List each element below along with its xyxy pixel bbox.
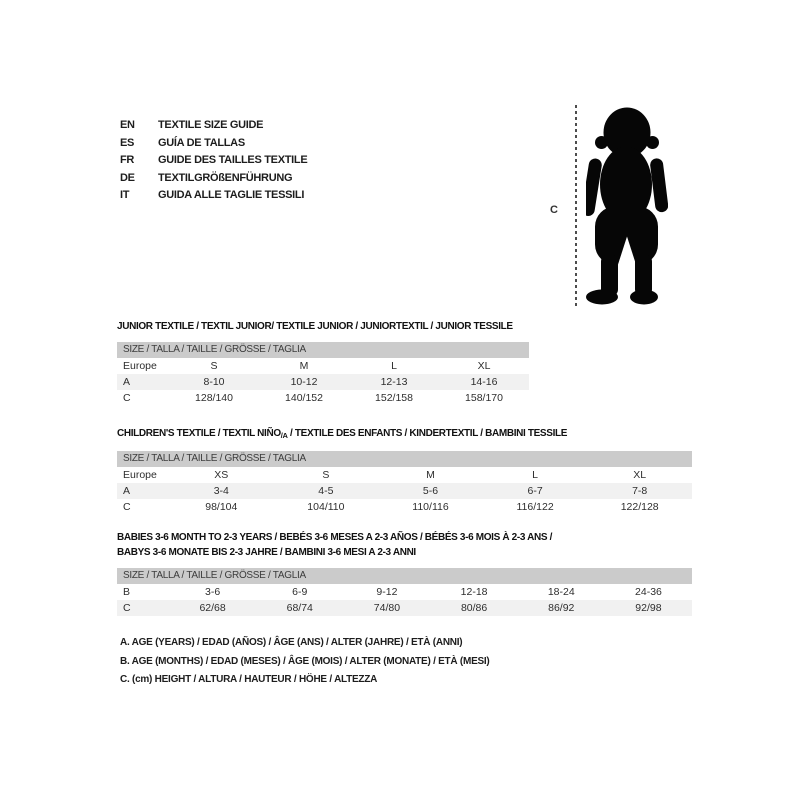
table-title-line bbox=[117, 426, 692, 443]
size-cell: 24-36 bbox=[635, 586, 662, 598]
language-row-es bbox=[120, 135, 307, 153]
row-label: A bbox=[123, 485, 131, 497]
footnote-line-b: B. AGE (MONTHS) / EDAD (MESES) / ÂGE (MOIS) / ALTER (MONATE) / ETÀ (MESI) bbox=[120, 655, 490, 667]
size-cell: 18-24 bbox=[547, 586, 575, 598]
table-row-c bbox=[117, 600, 692, 616]
footnote-line-c: C. (cm) HEIGHT / ALTURA / HAUTEUR / HÖHE / ALTEZZA bbox=[120, 674, 378, 685]
table-title-line bbox=[117, 545, 692, 560]
height-measure-dashed-line bbox=[575, 105, 577, 308]
table-title bbox=[117, 426, 692, 443]
size-cell: S bbox=[210, 360, 218, 372]
language-label: GUIDA ALLE TAGLIE TESSILI bbox=[158, 189, 305, 201]
table-title bbox=[117, 530, 692, 560]
table-row-c bbox=[117, 499, 692, 515]
size-cell: 92/98 bbox=[635, 602, 662, 614]
language-label: TEXTILE SIZE GUIDE bbox=[158, 119, 264, 131]
table-row-a bbox=[117, 374, 529, 390]
size-cell: S bbox=[322, 469, 330, 481]
language-row-it bbox=[120, 187, 307, 205]
size-cell: 110/116 bbox=[412, 501, 449, 513]
size-cell: 158/170 bbox=[465, 392, 503, 404]
size-cell: 12-18 bbox=[460, 586, 488, 598]
row-label: B bbox=[123, 586, 131, 598]
size-cell: 62/68 bbox=[199, 602, 226, 614]
size-cell: XL bbox=[477, 360, 491, 372]
language-code: EN bbox=[120, 119, 135, 131]
language-label: GUIDE DES TAILLES TEXTILE bbox=[158, 154, 308, 166]
size-cell: 3-6 bbox=[204, 586, 221, 598]
size-cell: 6-9 bbox=[292, 586, 308, 598]
row-label: C bbox=[123, 392, 131, 404]
footnote-line-a: A. AGE (YEARS) / EDAD (AÑOS) / ÂGE (ANS) / ALTER (JAHRE) / ETÀ (ANNI) bbox=[120, 637, 463, 648]
size-cell: 4-5 bbox=[318, 485, 334, 497]
size-cell: L bbox=[391, 360, 397, 372]
size-cell: M bbox=[426, 469, 435, 481]
title-text: BABYS 3-6 MONATE BIS 2-3 JAHRE / BAMBINI 3-6 MESI A 2-3 ANNI bbox=[117, 547, 416, 558]
table-title-line bbox=[117, 319, 529, 334]
toddler-silhouette-icon bbox=[586, 106, 668, 307]
size-cell: 140/152 bbox=[285, 392, 323, 404]
height-measure-label: C bbox=[550, 204, 558, 216]
size-cell: L bbox=[532, 469, 538, 481]
language-row-de bbox=[120, 170, 307, 188]
language-code: FR bbox=[120, 154, 135, 166]
size-cell: 152/158 bbox=[375, 392, 413, 404]
size-cell: 122/128 bbox=[620, 501, 659, 513]
row-label: A bbox=[123, 376, 131, 388]
size-cell: 9-12 bbox=[376, 586, 398, 598]
size-header-bar: SIZE / TALLA / TAILLE / GRÖSSE / TAGLIA bbox=[117, 451, 692, 467]
size-cell: 128/140 bbox=[195, 392, 233, 404]
size-cell: M bbox=[299, 360, 309, 372]
size-cell: 10-12 bbox=[290, 376, 318, 388]
row-label: C bbox=[123, 501, 131, 513]
row-label: Europe bbox=[123, 469, 157, 481]
table-row-europe bbox=[117, 467, 692, 483]
table-row-a bbox=[117, 483, 692, 499]
babies-size-table bbox=[117, 530, 692, 616]
size-header-bar: SIZE / TALLA / TAILLE / GRÖSSE / TAGLIA bbox=[117, 342, 529, 358]
row-label: C bbox=[123, 602, 131, 614]
row-label: Europe bbox=[123, 360, 157, 372]
title-text: JUNIOR TEXTILE / TEXTIL JUNIOR/ TEXTILE JUNIOR / JUNIORTEXTIL / JUNIOR TESSILE bbox=[117, 321, 513, 332]
size-cell: XS bbox=[214, 469, 229, 481]
language-label: GUÍA DE TALLAS bbox=[158, 136, 245, 149]
language-row-fr bbox=[120, 152, 307, 170]
table-title-line bbox=[117, 530, 692, 545]
junior-size-table bbox=[117, 319, 529, 406]
size-cell: XL bbox=[633, 469, 647, 481]
language-row-en bbox=[120, 117, 307, 135]
size-cell: 74/80 bbox=[373, 602, 401, 614]
size-cell: 8-10 bbox=[203, 376, 225, 388]
size-cell: 80/86 bbox=[460, 602, 488, 614]
table-row-europe bbox=[117, 358, 529, 374]
language-code: IT bbox=[120, 189, 130, 201]
size-header-bar: SIZE / TALLA / TAILLE / GRÖSSE / TAGLIA bbox=[117, 568, 692, 584]
size-cell: 116/122 bbox=[516, 501, 554, 513]
title-text: CHILDREN'S TEXTILE / TEXTIL NIÑO bbox=[117, 428, 281, 439]
footnotes-block bbox=[120, 634, 490, 690]
size-cell: 5-6 bbox=[422, 485, 439, 497]
title-text: / TEXTILE DES ENFANTS / KINDERTEXTIL / BAMBINI TESSILE bbox=[287, 428, 568, 439]
children-size-table bbox=[117, 426, 692, 515]
size-cell: 98/104 bbox=[205, 501, 238, 513]
size-cell: 12-13 bbox=[380, 376, 408, 388]
size-cell: 86/92 bbox=[548, 602, 575, 614]
table-row-b bbox=[117, 584, 692, 600]
title-subscript: /A bbox=[280, 431, 288, 440]
table-title bbox=[117, 319, 529, 334]
language-label: TEXTILGRÖßENFÜHRUNG bbox=[158, 171, 293, 184]
table-row-c bbox=[117, 390, 529, 406]
size-cell: 104/110 bbox=[307, 501, 345, 513]
title-text: BABIES 3-6 MONTH TO 2-3 YEARS / BEBÉS 3-6 MESES A 2-3 AÑOS / BÉBÉS 3-6 MOIS À 2-3 ANS / bbox=[117, 532, 553, 543]
language-code: DE bbox=[120, 171, 135, 184]
size-cell: 68/74 bbox=[286, 602, 313, 614]
size-cell: 14-16 bbox=[470, 376, 498, 388]
size-cell: 6-7 bbox=[527, 485, 543, 497]
size-cell: 3-4 bbox=[213, 485, 229, 497]
language-guide-block bbox=[120, 117, 307, 205]
language-code: ES bbox=[120, 136, 135, 149]
size-cell: 7-8 bbox=[632, 485, 648, 497]
